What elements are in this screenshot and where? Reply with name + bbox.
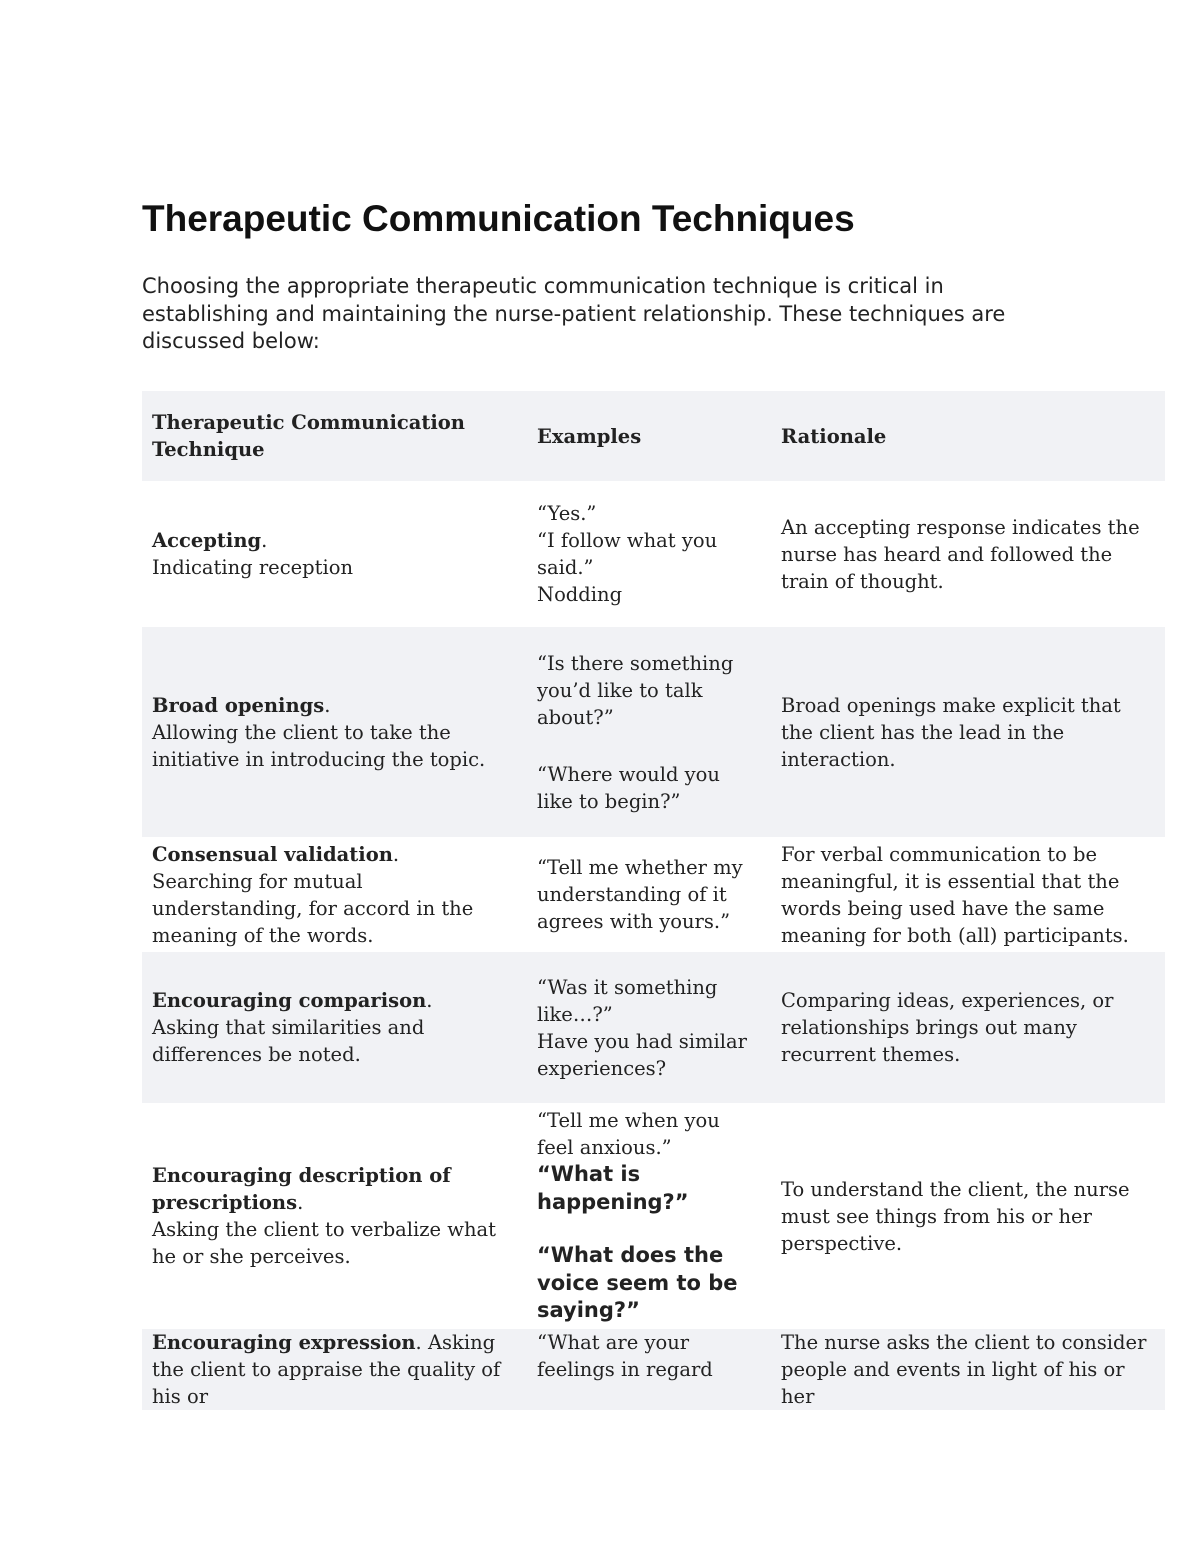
technique-cell: Encouraging comparison. Asking that similarities and differences be noted. — [142, 952, 527, 1103]
technique-cell: Broad openings. Allowing the client to take the initiative in introducing the topic. — [142, 627, 527, 837]
technique-term: Accepting — [152, 529, 262, 552]
table-row — [142, 1103, 1165, 1329]
example-text: “What are your feelings in regard — [537, 1331, 713, 1381]
rationale-cell: To understand the client, the nurse must see things from his or her perspective. — [781, 1177, 1130, 1255]
example-text: “Is there something you’d like to talk about?” — [537, 651, 734, 729]
header-examples: Examples — [537, 424, 642, 448]
table-row — [142, 481, 1165, 627]
example-text: “Tell me when you feel anxious.” — [537, 1109, 720, 1160]
examples-cell — [527, 481, 771, 627]
rationale-cell: The nurse asks the client to consider people and events in light of his or her — [781, 1331, 1147, 1408]
rationale-cell: Comparing ideas, experiences, or relationships brings out many recurrent themes. — [781, 989, 1114, 1066]
rationale-cell: For verbal communication to be meaningful, it is essential that the words being used have the same meaning for both (all) participants. — [781, 842, 1129, 947]
examples-cell — [527, 1329, 771, 1410]
techniques-table — [142, 391, 1165, 1410]
example-text: “What does the voice seem to be saying?” — [537, 1243, 738, 1323]
technique-term: Encouraging expression — [152, 1331, 416, 1354]
technique-cell: Consensual validation. Searching for mutual understanding, for accord in the meaning of the words. — [142, 837, 527, 952]
technique-description: Asking the client to appraise the quality of his or — [152, 1331, 501, 1408]
rationale-cell: An accepting response indicates the nurse has heard and followed the train of thought. — [781, 515, 1140, 593]
technique-description: Indicating reception — [152, 556, 354, 579]
example-text: Nodding — [537, 583, 623, 606]
technique-term: Broad openings — [152, 693, 325, 717]
example-text: “I follow what you said.” — [537, 529, 718, 579]
example-text: “Yes.” — [537, 502, 597, 525]
technique-cell: Encouraging expression. Asking the client to appraise the quality of his or — [152, 1331, 501, 1408]
examples-cell — [527, 837, 771, 952]
table-row — [142, 1329, 1165, 1410]
example-text: Have you had similar experiences? — [537, 1029, 747, 1080]
examples-cell — [527, 952, 771, 1103]
technique-description: Allowing the client to take the initiative in introducing the topic. — [152, 720, 486, 771]
technique-term: Encouraging comparison — [152, 989, 427, 1012]
table-row — [142, 837, 1165, 952]
example-text: “Where would you like to begin?” — [537, 762, 720, 813]
table-header-row — [142, 391, 1165, 481]
technique-description: Asking the client to verbalize what he or she perceives. — [152, 1218, 497, 1268]
header-rationale: Rationale — [781, 424, 887, 448]
examples-cell — [527, 627, 771, 837]
table-row — [142, 952, 1165, 1103]
header-technique: Therapeutic Communication Technique — [152, 411, 465, 461]
technique-cell: Encouraging description of prescriptions. Asking the client to verbalize what he or she perceives. — [142, 1103, 527, 1329]
page-title: Therapeutic Communication Techniques — [142, 198, 855, 239]
intro-paragraph: Choosing the appropriate therapeutic communication technique is critical in establishing and maintaining the nurse-patient relationship. These techniques are discussed below: — [142, 274, 1006, 353]
examples-cell — [527, 1103, 771, 1329]
example-text: “Was it something like…?” — [537, 975, 718, 1026]
technique-term: Consensual validation — [152, 842, 393, 866]
rationale-cell: Broad openings make explicit that the client has the lead in the interaction. — [781, 693, 1121, 771]
technique-description: Searching for mutual understanding, for accord in the meaning of the words. — [152, 869, 474, 947]
example-text: “What is happening?” — [537, 1162, 689, 1214]
technique-cell: Accepting. Indicating reception — [142, 481, 527, 627]
technique-description: Asking that similarities and differences be noted. — [152, 1016, 425, 1066]
example-text: “Tell me whether my understanding of it agrees with yours.” — [537, 856, 743, 933]
technique-term: Encouraging description of prescriptions — [152, 1164, 451, 1214]
table-row — [142, 627, 1165, 837]
